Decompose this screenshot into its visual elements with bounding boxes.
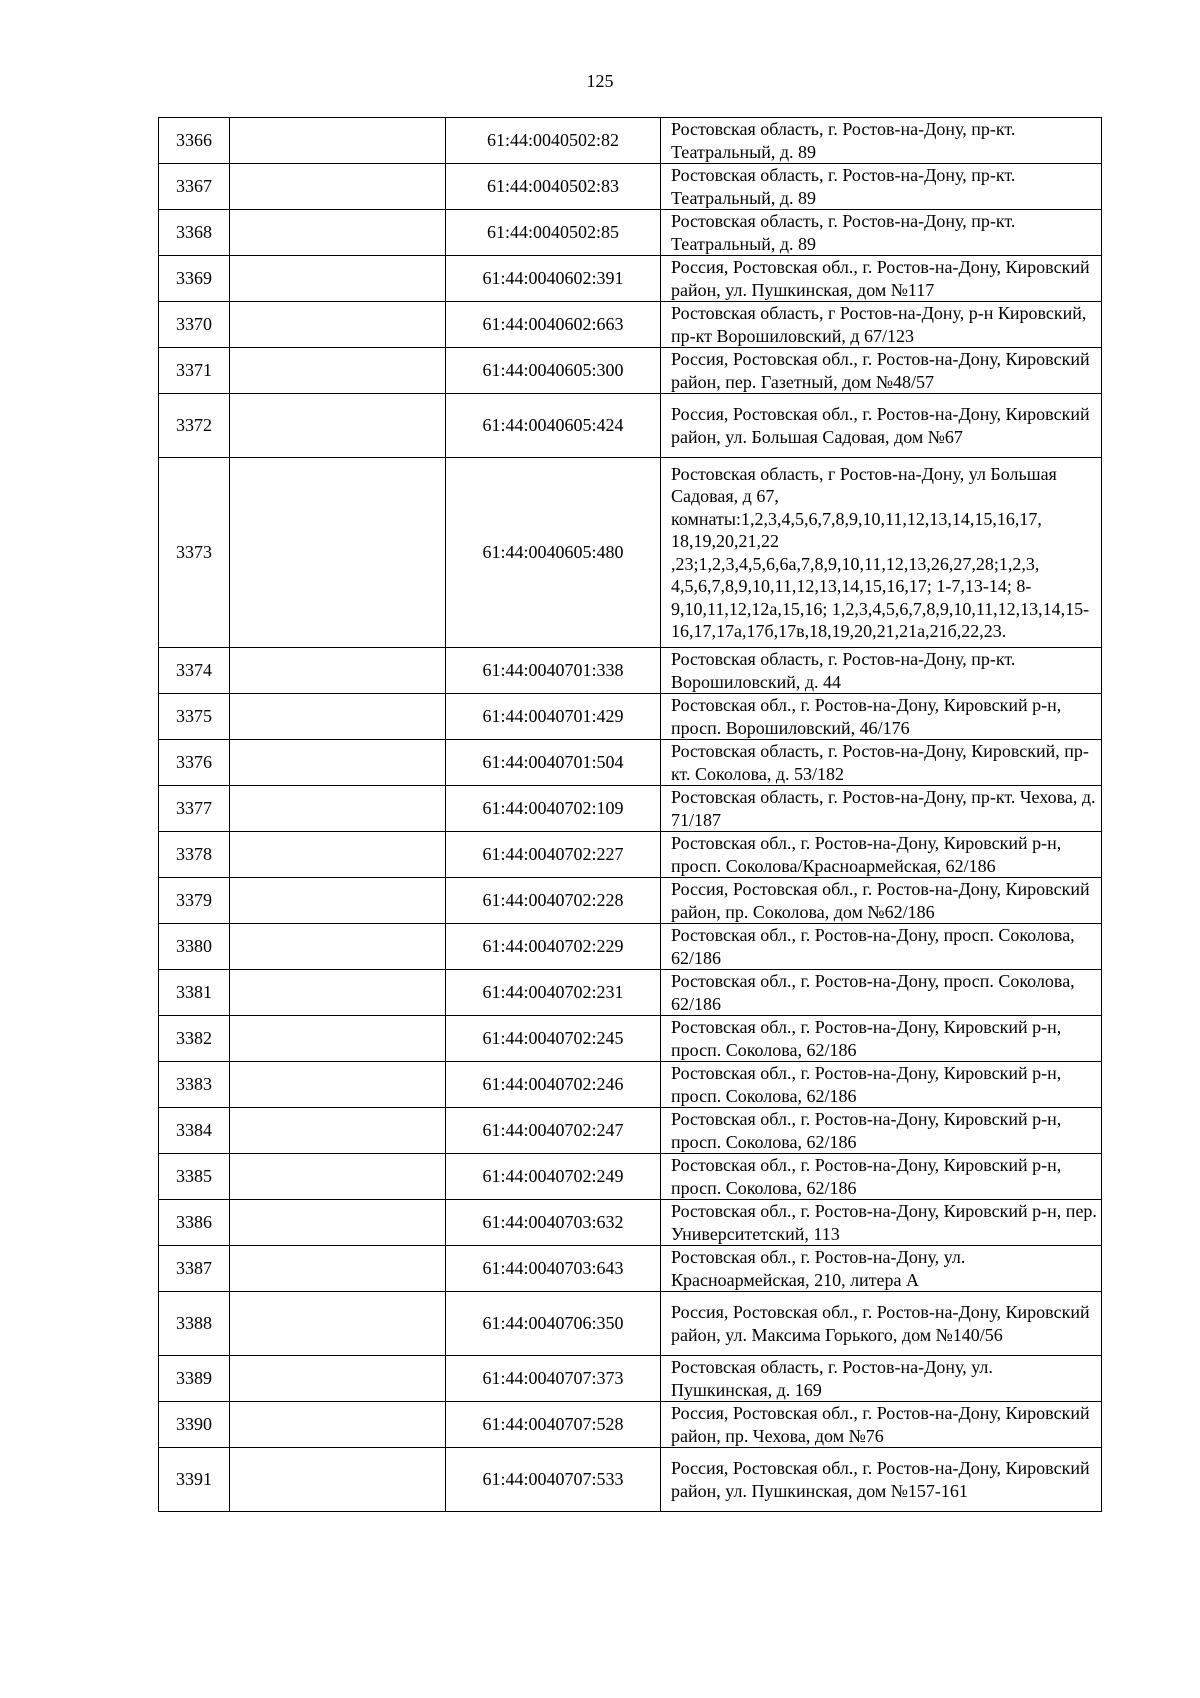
- empty-cell: [230, 970, 446, 1016]
- address: Россия, Ростовская обл., г. Ростов-на-Дону, Кировский район, ул. Большая Садовая, дом №67: [661, 394, 1102, 458]
- cadastral-number: 61:44:0040502:83: [446, 164, 661, 210]
- property-table: [158, 117, 1102, 1512]
- address: Ростовская обл., г. Ростов-на-Дону, Кировский р-н, просп. Ворошиловский, 46/176: [661, 694, 1102, 740]
- cadastral-number: 61:44:0040605:480: [446, 458, 661, 648]
- cadastral-number: 61:44:0040602:391: [446, 256, 661, 302]
- cadastral-number: 61:44:0040702:247: [446, 1108, 661, 1154]
- cadastral-number: 61:44:0040702:229: [446, 924, 661, 970]
- cadastral-number: 61:44:0040703:643: [446, 1246, 661, 1292]
- empty-cell: [230, 740, 446, 786]
- empty-cell: [230, 1292, 446, 1356]
- address: Ростовская область, г. Ростов-на-Дону, пр-кт. Театральный, д. 89: [661, 118, 1102, 164]
- row-number: 3385: [159, 1154, 230, 1200]
- address: Россия, Ростовская обл., г. Ростов-на-Дону, Кировский район, ул. Пушкинская, дом №117: [661, 256, 1102, 302]
- row-number: 3376: [159, 740, 230, 786]
- table-row: [159, 256, 1102, 302]
- table-row: [159, 648, 1102, 694]
- cadastral-number: 61:44:0040702:231: [446, 970, 661, 1016]
- cadastral-number: 61:44:0040702:228: [446, 878, 661, 924]
- empty-cell: [230, 878, 446, 924]
- address: Ростовская обл., г. Ростов-на-Дону, ул. Красноармейская, 210, литера А: [661, 1246, 1102, 1292]
- empty-cell: [230, 1246, 446, 1292]
- empty-cell: [230, 648, 446, 694]
- empty-cell: [230, 1016, 446, 1062]
- cadastral-number: 61:44:0040702:246: [446, 1062, 661, 1108]
- cadastral-number: 61:44:0040702:249: [446, 1154, 661, 1200]
- table-row: [159, 458, 1102, 648]
- empty-cell: [230, 1200, 446, 1246]
- cadastral-number: 61:44:0040702:245: [446, 1016, 661, 1062]
- table-row: [159, 832, 1102, 878]
- table-row: [159, 1016, 1102, 1062]
- table-row: [159, 970, 1102, 1016]
- table-row: [159, 878, 1102, 924]
- address: Россия, Ростовская обл., г. Ростов-на-Дону, Кировский район, ул. Пушкинская, дом №157-161: [661, 1448, 1102, 1512]
- empty-cell: [230, 302, 446, 348]
- cadastral-number: 61:44:0040701:504: [446, 740, 661, 786]
- empty-cell: [230, 924, 446, 970]
- empty-cell: [230, 1356, 446, 1402]
- cadastral-number: 61:44:0040703:632: [446, 1200, 661, 1246]
- row-number: 3379: [159, 878, 230, 924]
- table-row: [159, 348, 1102, 394]
- row-number: 3366: [159, 118, 230, 164]
- table-row: [159, 740, 1102, 786]
- row-number: 3375: [159, 694, 230, 740]
- row-number: 3387: [159, 1246, 230, 1292]
- address: Ростовская обл., г. Ростов-на-Дону, Кировский р-н, просп. Соколова, 62/186: [661, 1154, 1102, 1200]
- row-number: 3370: [159, 302, 230, 348]
- cadastral-number: 61:44:0040707:373: [446, 1356, 661, 1402]
- address: Ростовская обл., г. Ростов-на-Дону, Кировский р-н, просп. Соколова, 62/186: [661, 1062, 1102, 1108]
- address: Ростовская область, г Ростов-на-Дону, р-н Кировский, пр-кт Ворошиловский, д 67/123: [661, 302, 1102, 348]
- cadastral-number: 61:44:0040702:109: [446, 786, 661, 832]
- empty-cell: [230, 394, 446, 458]
- row-number: 3371: [159, 348, 230, 394]
- row-number: 3384: [159, 1108, 230, 1154]
- cadastral-number: 61:44:0040605:300: [446, 348, 661, 394]
- row-number: 3373: [159, 458, 230, 648]
- address: Ростовская обл., г. Ростов-на-Дону, Кировский р-н, пер. Университетский, 113: [661, 1200, 1102, 1246]
- table-row: [159, 924, 1102, 970]
- table-body: [159, 118, 1102, 1512]
- address: Ростовская область, г. Ростов-на-Дону, пр-кт. Театральный, д. 89: [661, 210, 1102, 256]
- table-row: [159, 786, 1102, 832]
- table-row: [159, 1292, 1102, 1356]
- empty-cell: [230, 458, 446, 648]
- table-row: [159, 1402, 1102, 1448]
- empty-cell: [230, 1402, 446, 1448]
- cadastral-number: 61:44:0040702:227: [446, 832, 661, 878]
- table-row: [159, 1356, 1102, 1402]
- empty-cell: [230, 256, 446, 302]
- row-number: 3389: [159, 1356, 230, 1402]
- empty-cell: [230, 786, 446, 832]
- address: Россия, Ростовская обл., г. Ростов-на-Дону, Кировский район, пр. Чехова, дом №76: [661, 1402, 1102, 1448]
- table-row: [159, 1062, 1102, 1108]
- row-number: 3390: [159, 1402, 230, 1448]
- address: Ростовская область, г. Ростов-на-Дону, пр-кт. Театральный, д. 89: [661, 164, 1102, 210]
- table-row: [159, 694, 1102, 740]
- empty-cell: [230, 1108, 446, 1154]
- page-number: 125: [586, 71, 614, 91]
- cadastral-number: 61:44:0040701:429: [446, 694, 661, 740]
- table-row: [159, 1108, 1102, 1154]
- address: Ростовская обл., г. Ростов-на-Дону, просп. Соколова, 62/186: [661, 970, 1102, 1016]
- address: Ростовская область, г. Ростов-на-Дону, пр-кт. Ворошиловский, д. 44: [661, 648, 1102, 694]
- row-number: 3374: [159, 648, 230, 694]
- row-number: 3369: [159, 256, 230, 302]
- cadastral-number: 61:44:0040707:528: [446, 1402, 661, 1448]
- empty-cell: [230, 1062, 446, 1108]
- table-row: [159, 1154, 1102, 1200]
- address: Ростовская обл., г. Ростов-на-Дону, Кировский р-н, просп. Соколова/Красноармейская, 62/186: [661, 832, 1102, 878]
- table-row: [159, 118, 1102, 164]
- row-number: 3388: [159, 1292, 230, 1356]
- empty-cell: [230, 348, 446, 394]
- table-row: [159, 210, 1102, 256]
- address: Ростовская обл., г. Ростов-на-Дону, Кировский р-н, просп. Соколова, 62/186: [661, 1108, 1102, 1154]
- cadastral-number: 61:44:0040707:533: [446, 1448, 661, 1512]
- address: Ростовская область, г. Ростов-на-Дону, пр-кт. Чехова, д. 71/187: [661, 786, 1102, 832]
- cadastral-number: 61:44:0040502:82: [446, 118, 661, 164]
- address: Ростовская обл., г. Ростов-на-Дону, Кировский р-н, просп. Соколова, 62/186: [661, 1016, 1102, 1062]
- address: Россия, Ростовская обл., г. Ростов-на-Дону, Кировский район, пр. Соколова, дом №62/186: [661, 878, 1102, 924]
- empty-cell: [230, 694, 446, 740]
- row-number: 3378: [159, 832, 230, 878]
- cadastral-number: 61:44:0040706:350: [446, 1292, 661, 1356]
- table-row: [159, 164, 1102, 210]
- address: Ростовская обл., г. Ростов-на-Дону, просп. Соколова, 62/186: [661, 924, 1102, 970]
- cadastral-number: 61:44:0040602:663: [446, 302, 661, 348]
- cadastral-number: 61:44:0040605:424: [446, 394, 661, 458]
- row-number: 3380: [159, 924, 230, 970]
- address: Россия, Ростовская обл., г. Ростов-на-Дону, Кировский район, пер. Газетный, дом №48/57: [661, 348, 1102, 394]
- table-row: [159, 302, 1102, 348]
- empty-cell: [230, 1154, 446, 1200]
- row-number: 3372: [159, 394, 230, 458]
- address: Ростовская область, г. Ростов-на-Дону, ул. Пушкинская, д. 169: [661, 1356, 1102, 1402]
- address: Россия, Ростовская обл., г. Ростов-на-Дону, Кировский район, ул. Максима Горького, дом №140/56: [661, 1292, 1102, 1356]
- address: Ростовская область, г. Ростов-на-Дону, Кировский, пр-кт. Соколова, д. 53/182: [661, 740, 1102, 786]
- row-number: 3391: [159, 1448, 230, 1512]
- empty-cell: [230, 832, 446, 878]
- table-row: [159, 1246, 1102, 1292]
- address: Ростовская область, г Ростов-на-Дону, ул Большая Садовая, д 67, комнаты:1,2,3,4,5,6,7,8,9,10,11,12,13,14,15,16,17, 18,19,20,21,22 ,23;1,2,3,4,5,6,6а,7,8,9,10,11,12,13,26,27,28;1,2,3, 4,5,6,7,8,9,10,11,12,13,14,15,16,17; 1-7,13-14; 8- 9,10,11,12,12а,15,16; 1,2,3,4,5,6,7,8,9,10,11,12,13,14,15- 16,17,17а,17б,17в,18,19,20,21,21а,21б,22,23.: [661, 458, 1102, 648]
- row-number: 3383: [159, 1062, 230, 1108]
- table-row: [159, 1448, 1102, 1512]
- cadastral-number: 61:44:0040502:85: [446, 210, 661, 256]
- empty-cell: [230, 118, 446, 164]
- row-number: 3377: [159, 786, 230, 832]
- row-number: 3368: [159, 210, 230, 256]
- empty-cell: [230, 1448, 446, 1512]
- row-number: 3382: [159, 1016, 230, 1062]
- cadastral-number: 61:44:0040701:338: [446, 648, 661, 694]
- table-row: [159, 394, 1102, 458]
- row-number: 3381: [159, 970, 230, 1016]
- row-number: 3367: [159, 164, 230, 210]
- empty-cell: [230, 164, 446, 210]
- row-number: 3386: [159, 1200, 230, 1246]
- empty-cell: [230, 210, 446, 256]
- table-row: [159, 1200, 1102, 1246]
